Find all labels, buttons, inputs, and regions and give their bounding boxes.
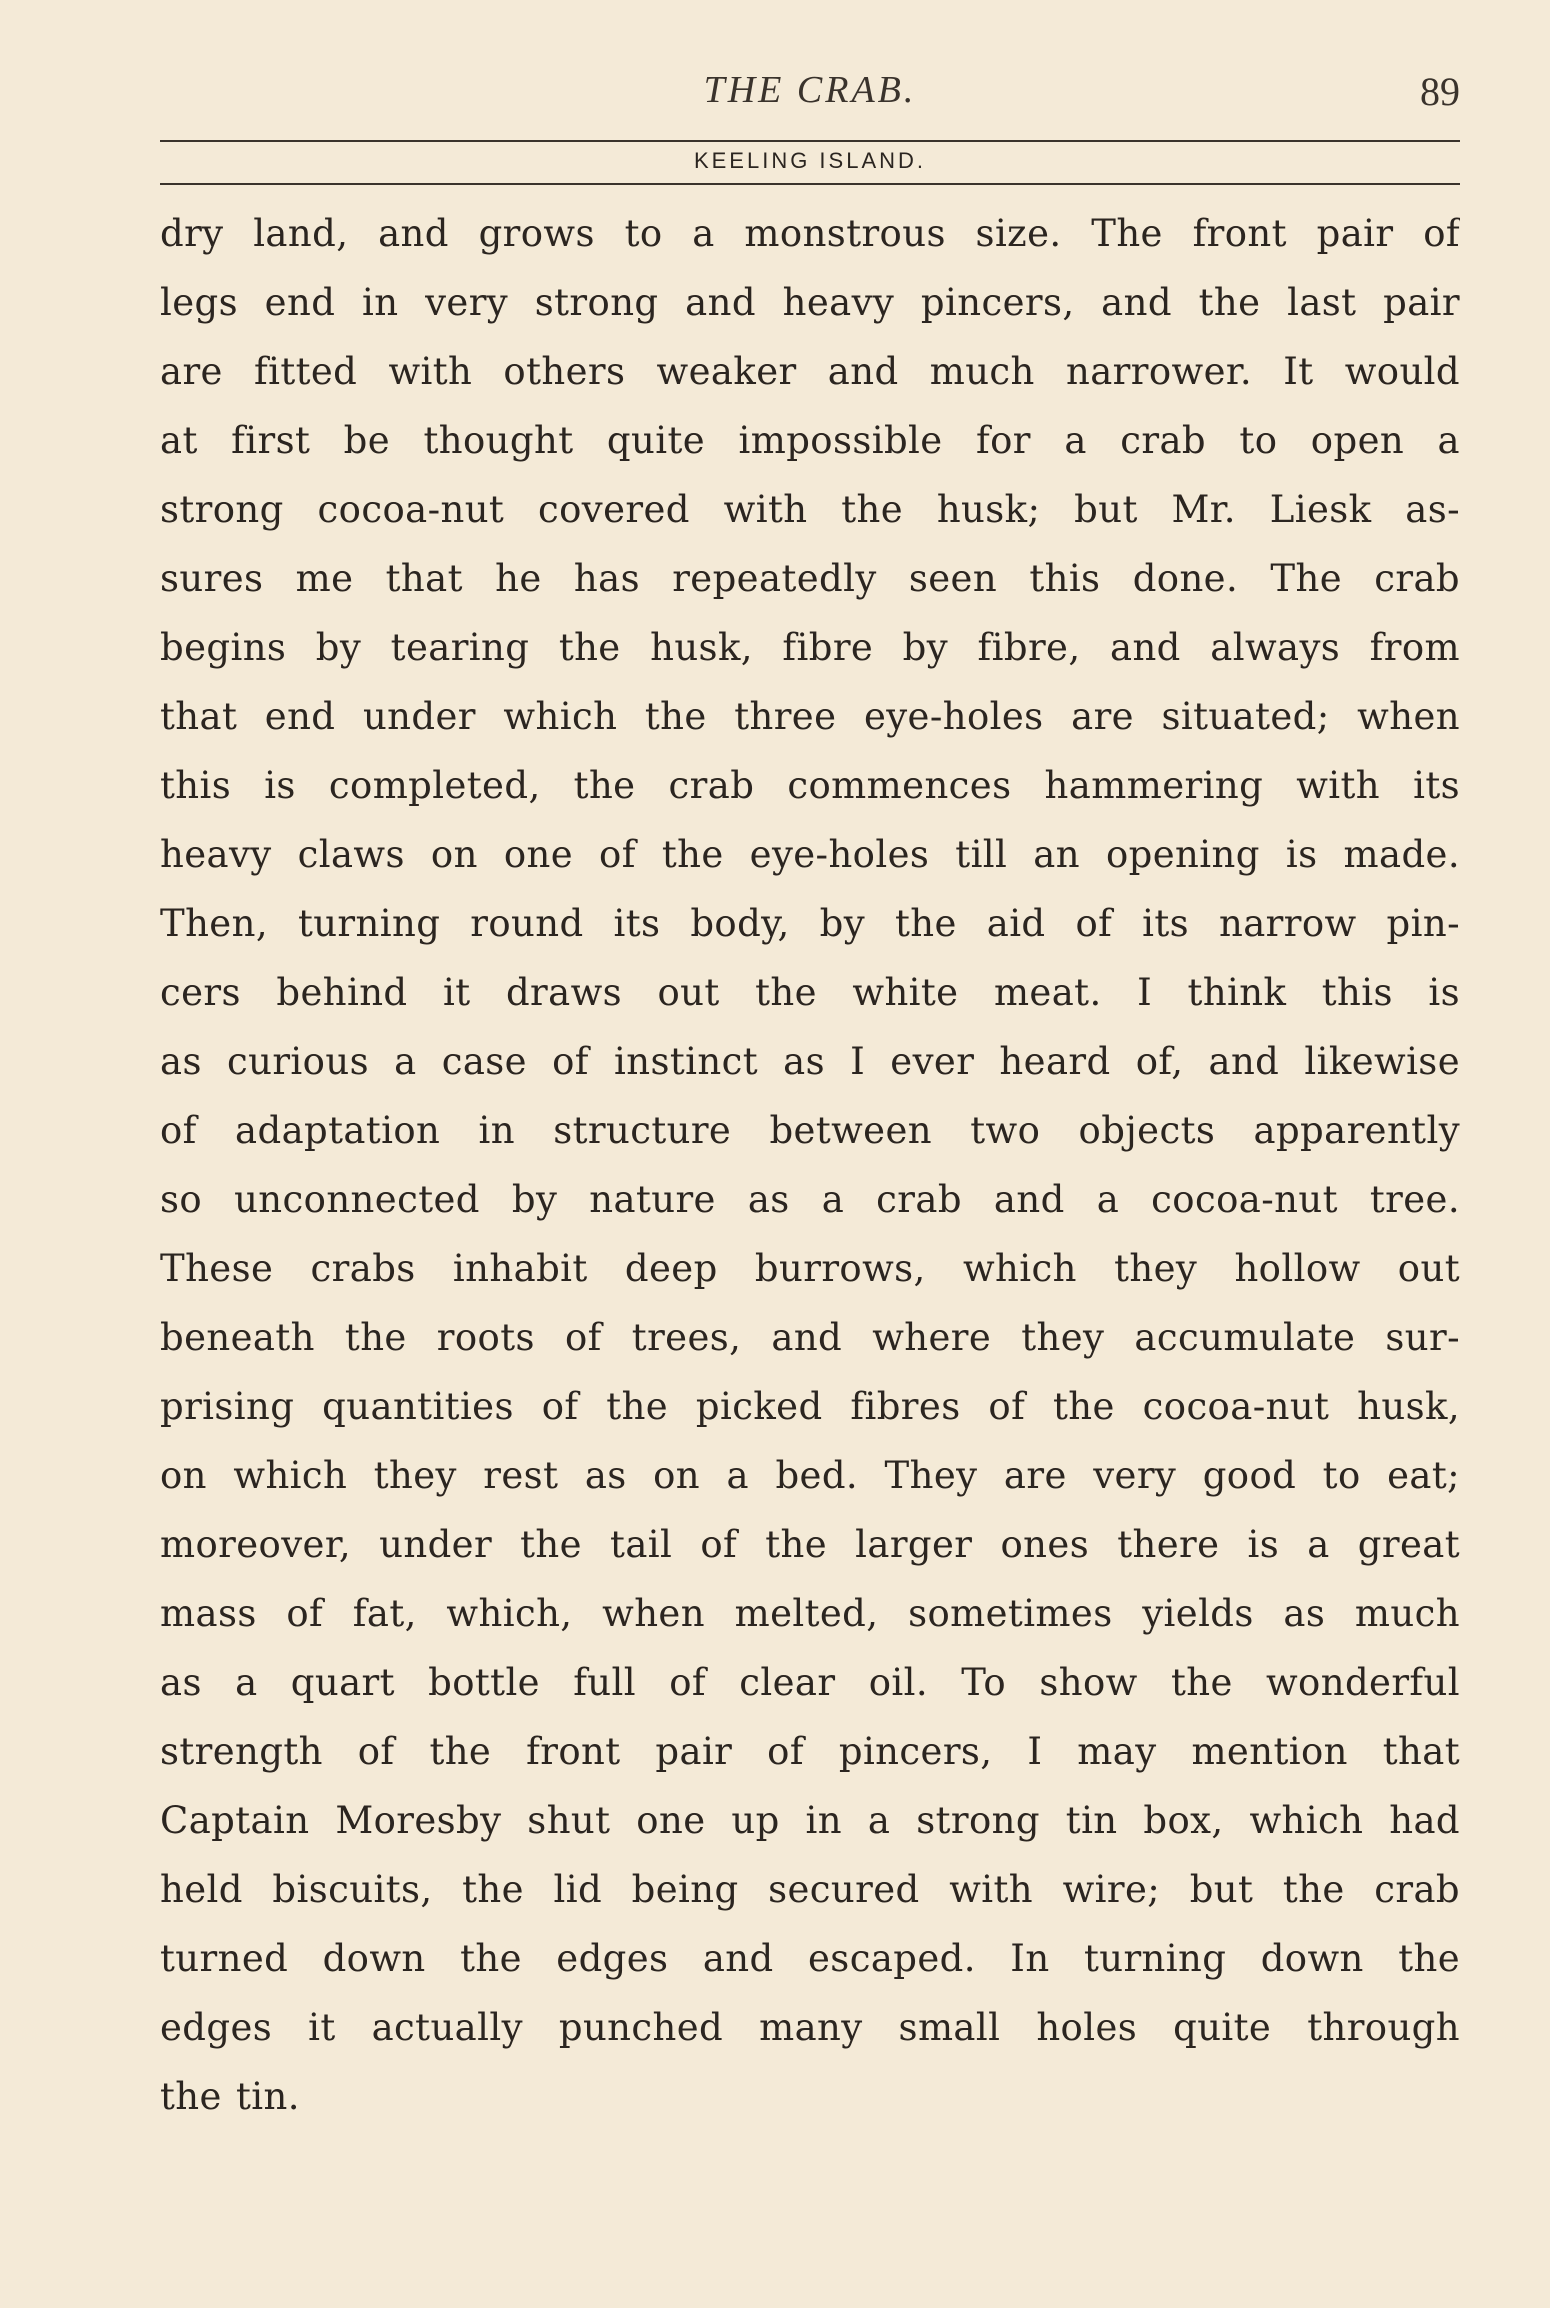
text-line: strong cocoa-nut covered with the husk; but Mr. Liesk as-: [160, 488, 1460, 531]
text-line: at first be thought quite impossible for a crab to open a: [160, 419, 1460, 462]
text-line: Captain Moresby shut one up in a strong tin box, which had: [160, 1799, 1460, 1842]
running-head: [160, 68, 1460, 128]
text-line: this is completed, the crab commences hammering with its: [160, 764, 1460, 807]
text-line: These crabs inhabit deep burrows, which they hollow out: [160, 1247, 1460, 1290]
section-subheading: KEELING ISLAND.: [693, 148, 927, 173]
text-line: the tin.: [160, 2075, 300, 2118]
text-line: dry land, and grows to a monstrous size. The front pair of: [160, 212, 1460, 255]
text-line: legs end in very strong and heavy pincers, and the last pair: [160, 281, 1460, 324]
text-line: heavy claws on one of the eye-holes till an opening is made.: [160, 833, 1460, 876]
page-number: 89: [1420, 69, 1460, 114]
text-line: are fitted with others weaker and much narrower. It would: [160, 350, 1460, 393]
text-line: held biscuits, the lid being secured with wire; but the crab: [160, 1868, 1460, 1911]
text-line: cers behind it draws out the white meat. I think this is: [160, 971, 1460, 1014]
text-line: mass of fat, which, when melted, sometimes yields as much: [160, 1592, 1460, 1635]
text-line: beneath the roots of trees, and where they accumulate sur-: [160, 1316, 1460, 1359]
text-line: strength of the front pair of pincers, I may mention that: [160, 1730, 1460, 1773]
text-line: begins by tearing the husk, fibre by fibre, and always from: [160, 626, 1460, 669]
text-line: as curious a case of instinct as I ever heard of, and likewise: [160, 1040, 1460, 1083]
text-line: so unconnected by nature as a crab and a cocoa-nut tree.: [160, 1178, 1460, 1221]
text-line: moreover, under the tail of the larger ones there is a great: [160, 1523, 1460, 1566]
header-rule-top: [160, 140, 1460, 142]
text-line: as a quart bottle full of clear oil. To show the wonderful: [160, 1661, 1460, 1704]
text-line: that end under which the three eye-holes are situated; when: [160, 695, 1460, 738]
text-line: prising quantities of the picked fibres of the cocoa-nut husk,: [160, 1385, 1460, 1428]
body-text: [160, 206, 1460, 2138]
running-title: THE CRAB.: [703, 69, 917, 111]
text-line: sures me that he has repeatedly seen this done. The crab: [160, 557, 1460, 600]
text-line: Then, turning round its body, by the aid of its narrow pin-: [160, 902, 1460, 945]
text-line: on which they rest as on a bed. They are very good to eat;: [160, 1454, 1460, 1497]
header-rule-bottom: [160, 183, 1460, 185]
text-line: edges it actually punched many small holes quite through: [160, 2006, 1460, 2049]
text-line: of adaptation in structure between two objects apparently: [160, 1109, 1460, 1152]
text-line: turned down the edges and escaped. In turning down the: [160, 1937, 1460, 1980]
